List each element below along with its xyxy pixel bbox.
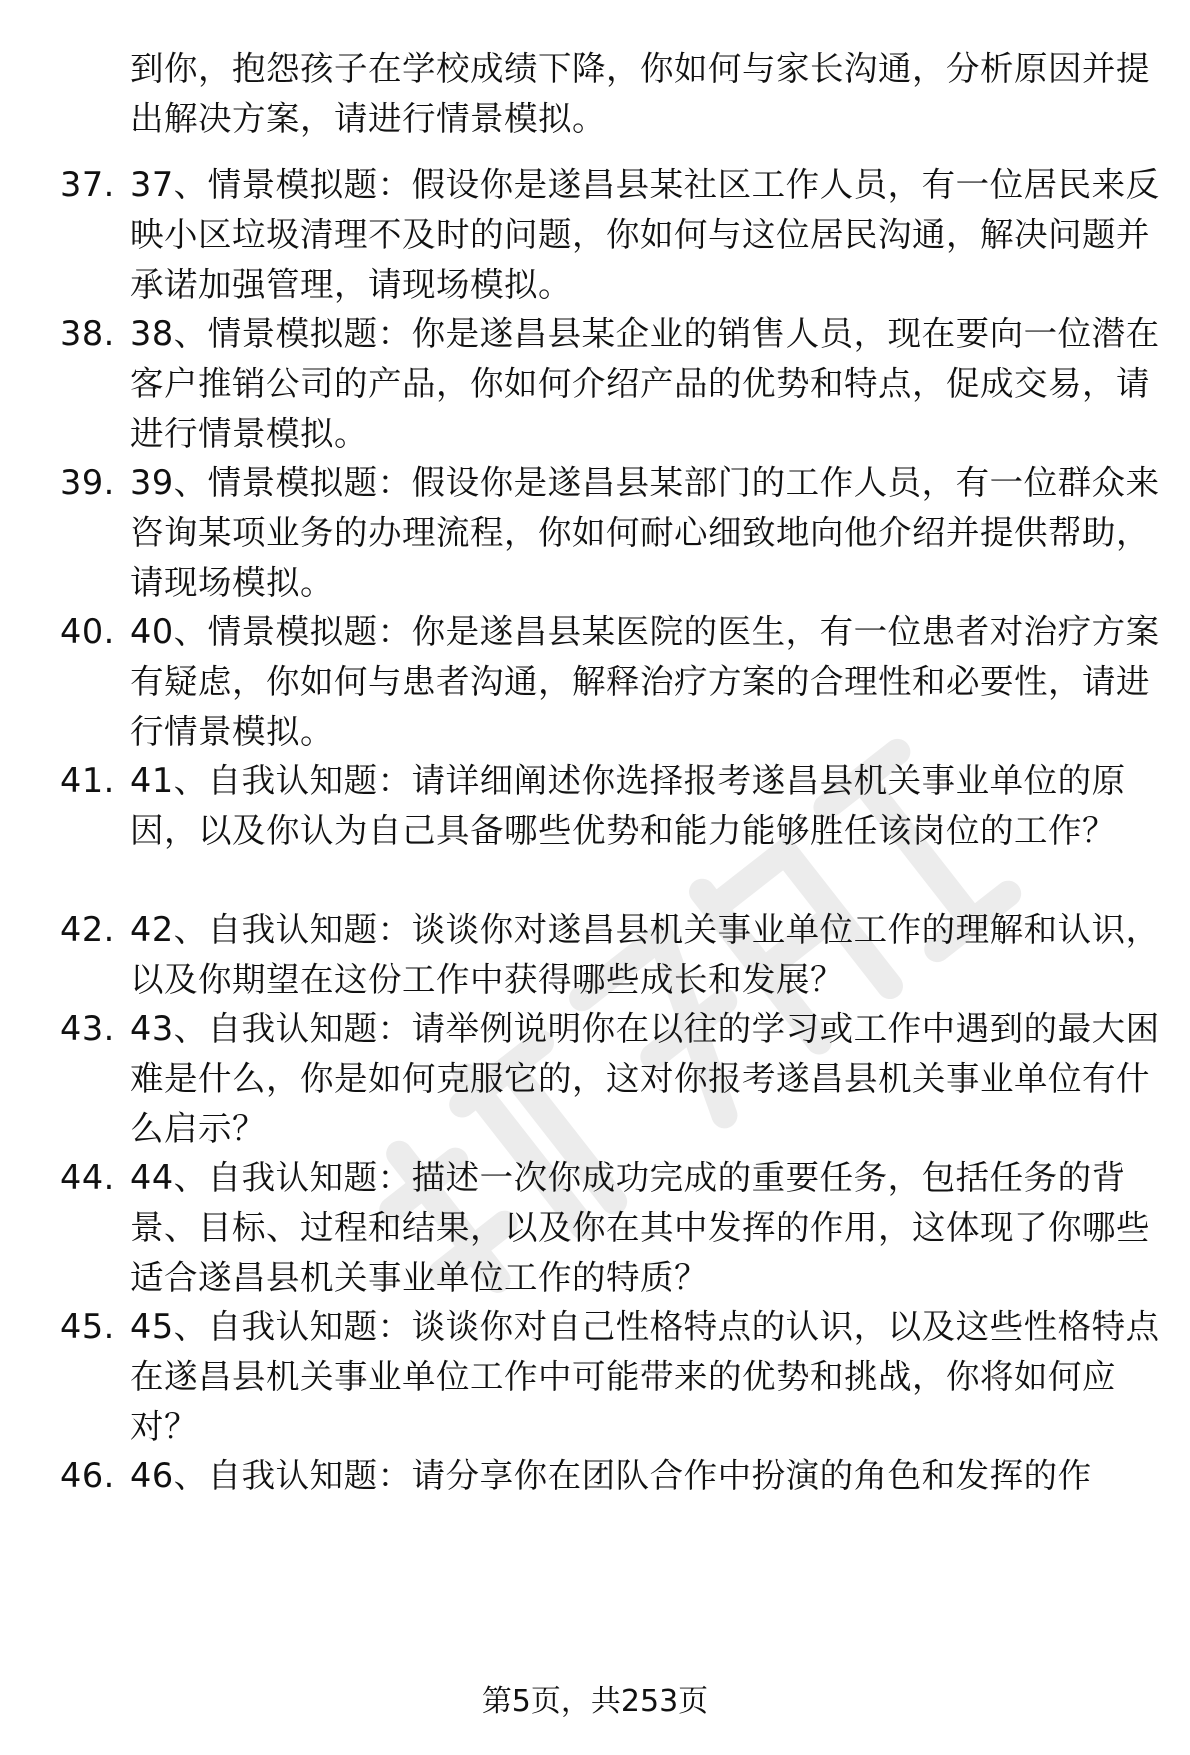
question-number: 43.: [60, 1009, 115, 1048]
question-text: 44、自我认知题：描述一次你成功完成的重要任务，包括任务的背景、目标、过程和结果，以及你在其中发挥的作用，这体现了你哪些适合遂昌县机关事业单位工作的特质？: [130, 1158, 1150, 1297]
question-item-45: [60, 1302, 1160, 1452]
question-number: 38.: [60, 314, 115, 353]
question-number: 42.: [60, 910, 115, 949]
question-number: 46.: [60, 1456, 115, 1495]
question-number: 41.: [60, 761, 115, 800]
question-item-46: [60, 1451, 1160, 1501]
question-item-43: [60, 1004, 1160, 1154]
question-item-42: [60, 905, 1160, 1005]
question-text: 37、情景模拟题：假设你是遂昌县某社区工作人员，有一位居民来反映小区垃圾清理不及时的问题，你如何与这位居民沟通，解决问题并承诺加强管理，请现场模拟。: [130, 165, 1160, 304]
question-item-40: [60, 607, 1160, 757]
question-text: 41、自我认知题：请详细阐述你选择报考遂昌县机关事业单位的原因，以及你认为自己具备哪些优势和能力能够胜任该岗位的工作？: [130, 761, 1126, 850]
question-number: 37.: [60, 165, 115, 204]
question-number: 44.: [60, 1158, 115, 1197]
question-text: 42、自我认知题：谈谈你对遂昌县机关事业单位工作的理解和认识，以及你期望在这份工作中获得哪些成长和发展？: [130, 910, 1160, 999]
question-item-37: [60, 160, 1160, 310]
question-text: 38、情景模拟题：你是遂昌县某企业的销售人员，现在要向一位潜在客户推销公司的产品，你如何介绍产品的优势和特点，促成交易，请进行情景模拟。: [130, 314, 1160, 453]
question-item-44: [60, 1153, 1160, 1303]
question-number: 39.: [60, 463, 115, 502]
question-number: 40.: [60, 612, 115, 651]
question-text: 46、自我认知题：请分享你在团队合作中扮演的角色和发挥的作: [130, 1456, 1092, 1495]
question-text: 45、自我认知题：谈谈你对自己性格特点的认识，以及这些性格特点在遂昌县机关事业单位工作中可能带来的优势和挑战，你将如何应对？: [130, 1307, 1160, 1446]
page-footer: 第5页，共253页: [481, 1684, 709, 1719]
question-text: 40、情景模拟题：你是遂昌县某医院的医生，有一位患者对治疗方案有疑虑，你如何与患者沟通，解释治疗方案的合理性和必要性，请进行情景模拟。: [130, 612, 1160, 751]
question-text: 39、情景模拟题：假设你是遂昌县某部门的工作人员，有一位群众来咨询某项业务的办理流程，你如何耐心细致地向他介绍并提供帮助，请现场模拟。: [130, 463, 1160, 602]
question-text: 43、自我认知题：请举例说明你在以往的学习或工作中遇到的最大困难是什么，你是如何克服它的，这对你报考遂昌县机关事业单位有什么启示？: [130, 1009, 1160, 1148]
question-item-38: [60, 309, 1160, 459]
continuation-paragraph: 到你，抱怨孩子在学校成绩下降，你如何与家长沟通，分析原因并提出解决方案，请进行情景模拟。: [130, 49, 1150, 138]
question-item-39: [60, 458, 1160, 608]
question-item-41: [60, 756, 1160, 856]
question-number: 45.: [60, 1307, 115, 1346]
